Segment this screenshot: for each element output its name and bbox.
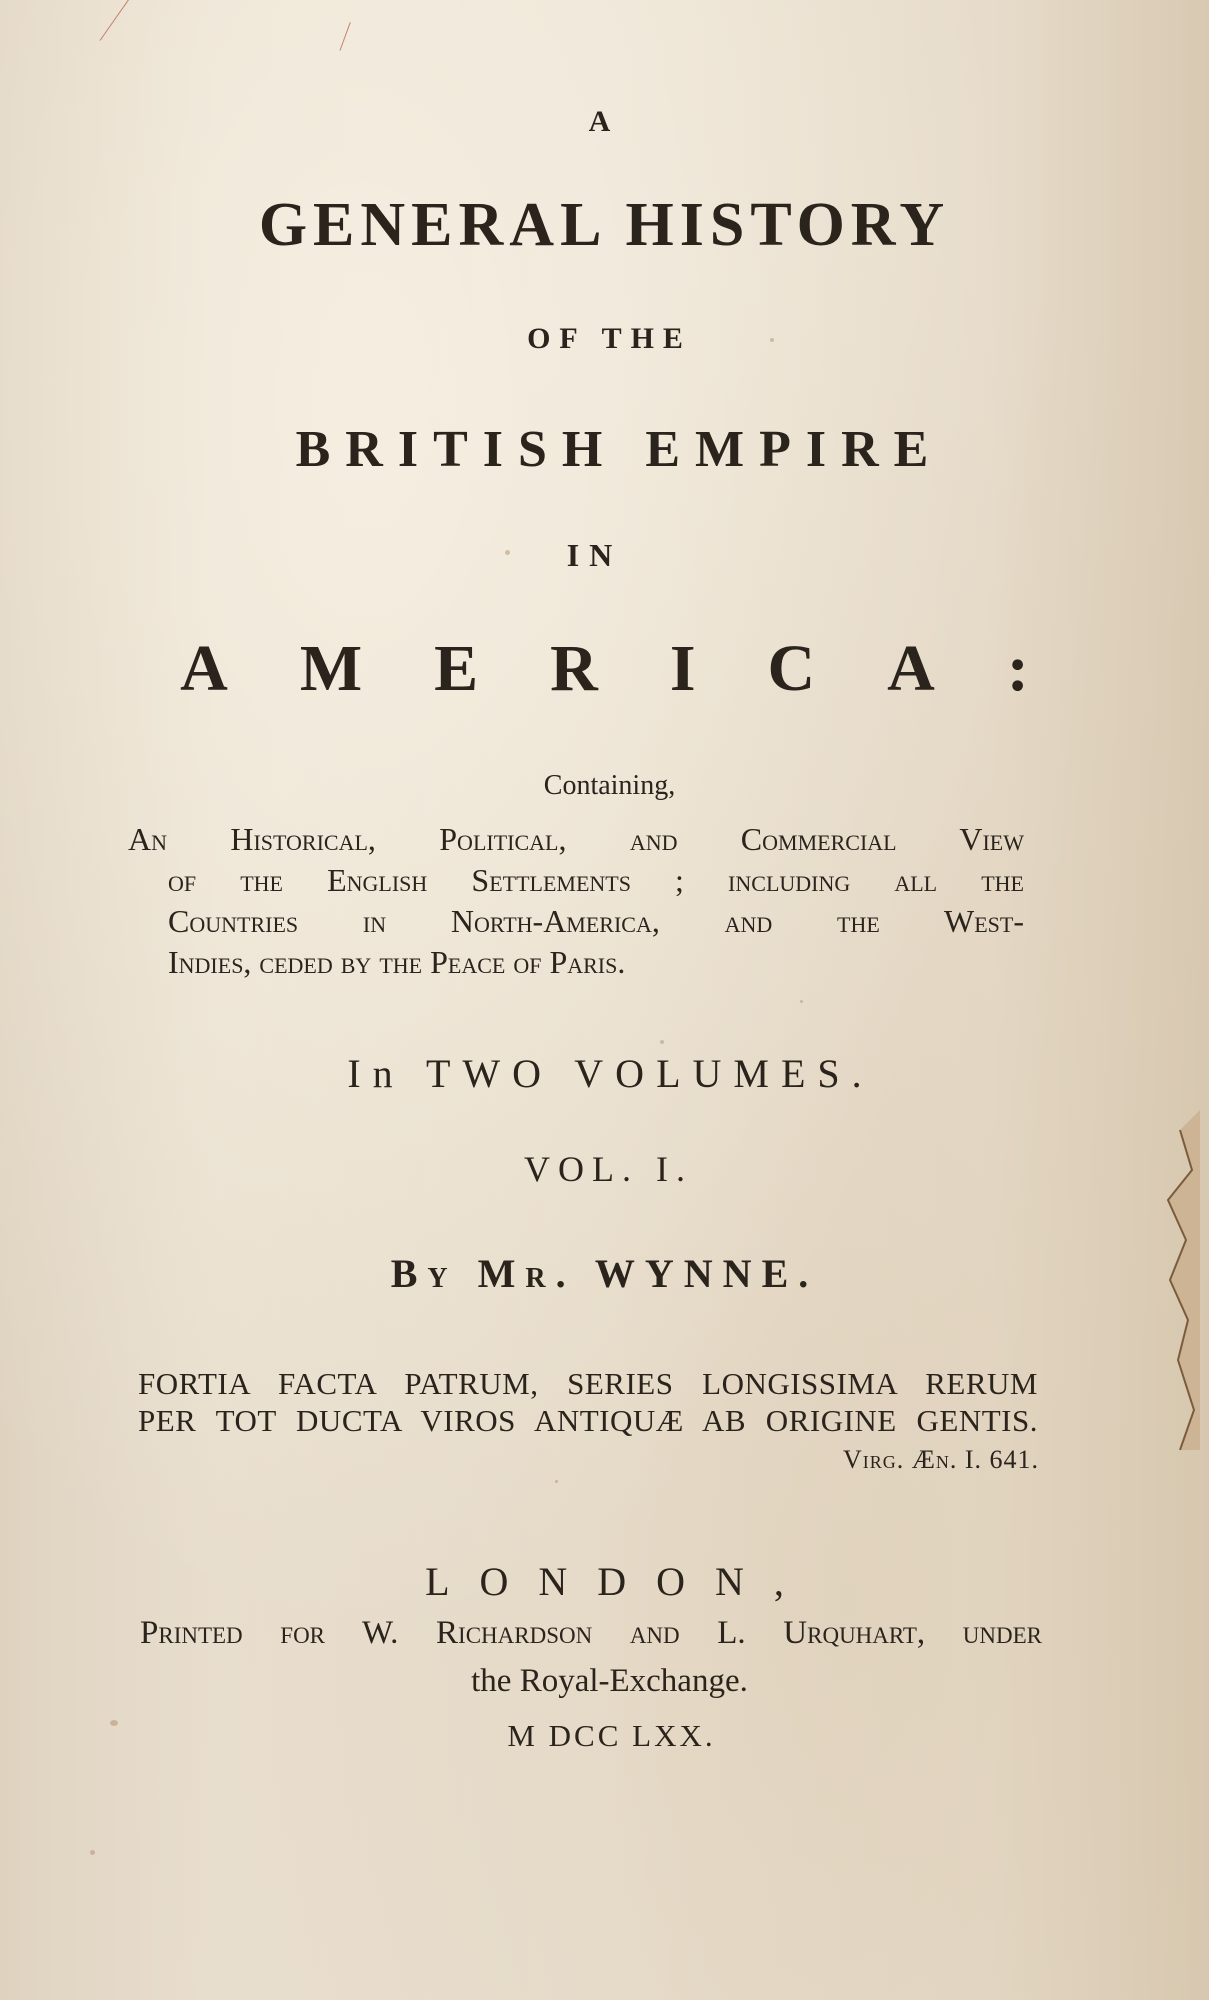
latin-motto-line: FORTIA FACTA PATRUM, SERIES LONGISSIMA RERUM	[138, 1366, 1038, 1401]
title-british-empire: BRITISH EMPIRE	[295, 421, 944, 478]
title-in: IN	[566, 537, 623, 573]
imprint-place: LONDON,	[425, 1559, 814, 1604]
imprint-printer-line: the Royal-Exchange.	[471, 1663, 748, 1699]
foxing-spot	[90, 1850, 95, 1855]
title-general-history: GENERAL HISTORY	[258, 191, 951, 259]
title-of-the: OF THE	[527, 322, 692, 355]
title-america: AMERICA:	[180, 632, 1101, 705]
description-line: of the English Settlements ; including all the	[168, 862, 1024, 898]
ink-scratch	[340, 22, 351, 51]
foxing-spot	[660, 1040, 664, 1044]
imprint-date: M DCC LXX.	[507, 1718, 716, 1753]
ink-scratch	[100, 0, 135, 41]
containing-label: Containing,	[543, 770, 676, 801]
description-line: Indies, ceded by the Peace of Paris.	[168, 944, 626, 980]
description-line: An Historical, Political, and Commercial View	[128, 821, 1024, 857]
volume-number: VOL. I.	[524, 1149, 693, 1189]
title-article: A	[588, 105, 613, 138]
author-line: By Mr. WYNNE.	[390, 1251, 819, 1296]
imprint-printer-line: Printed for W. Richardson and L. Urquhart, under	[140, 1615, 1042, 1651]
foxing-spot	[800, 1000, 803, 1003]
volumes-statement: In TWO VOLUMES.	[347, 1051, 874, 1096]
latin-motto-line: PER TOT DUCTA VIROS ANTIQUÆ AB ORIGINE GENTIS.	[138, 1403, 1038, 1438]
description-line: Countries in North-America, and the West-	[168, 903, 1024, 939]
foxing-spot	[555, 1480, 558, 1483]
motto-citation: Virg. Æn. I. 641.	[842, 1445, 1039, 1474]
